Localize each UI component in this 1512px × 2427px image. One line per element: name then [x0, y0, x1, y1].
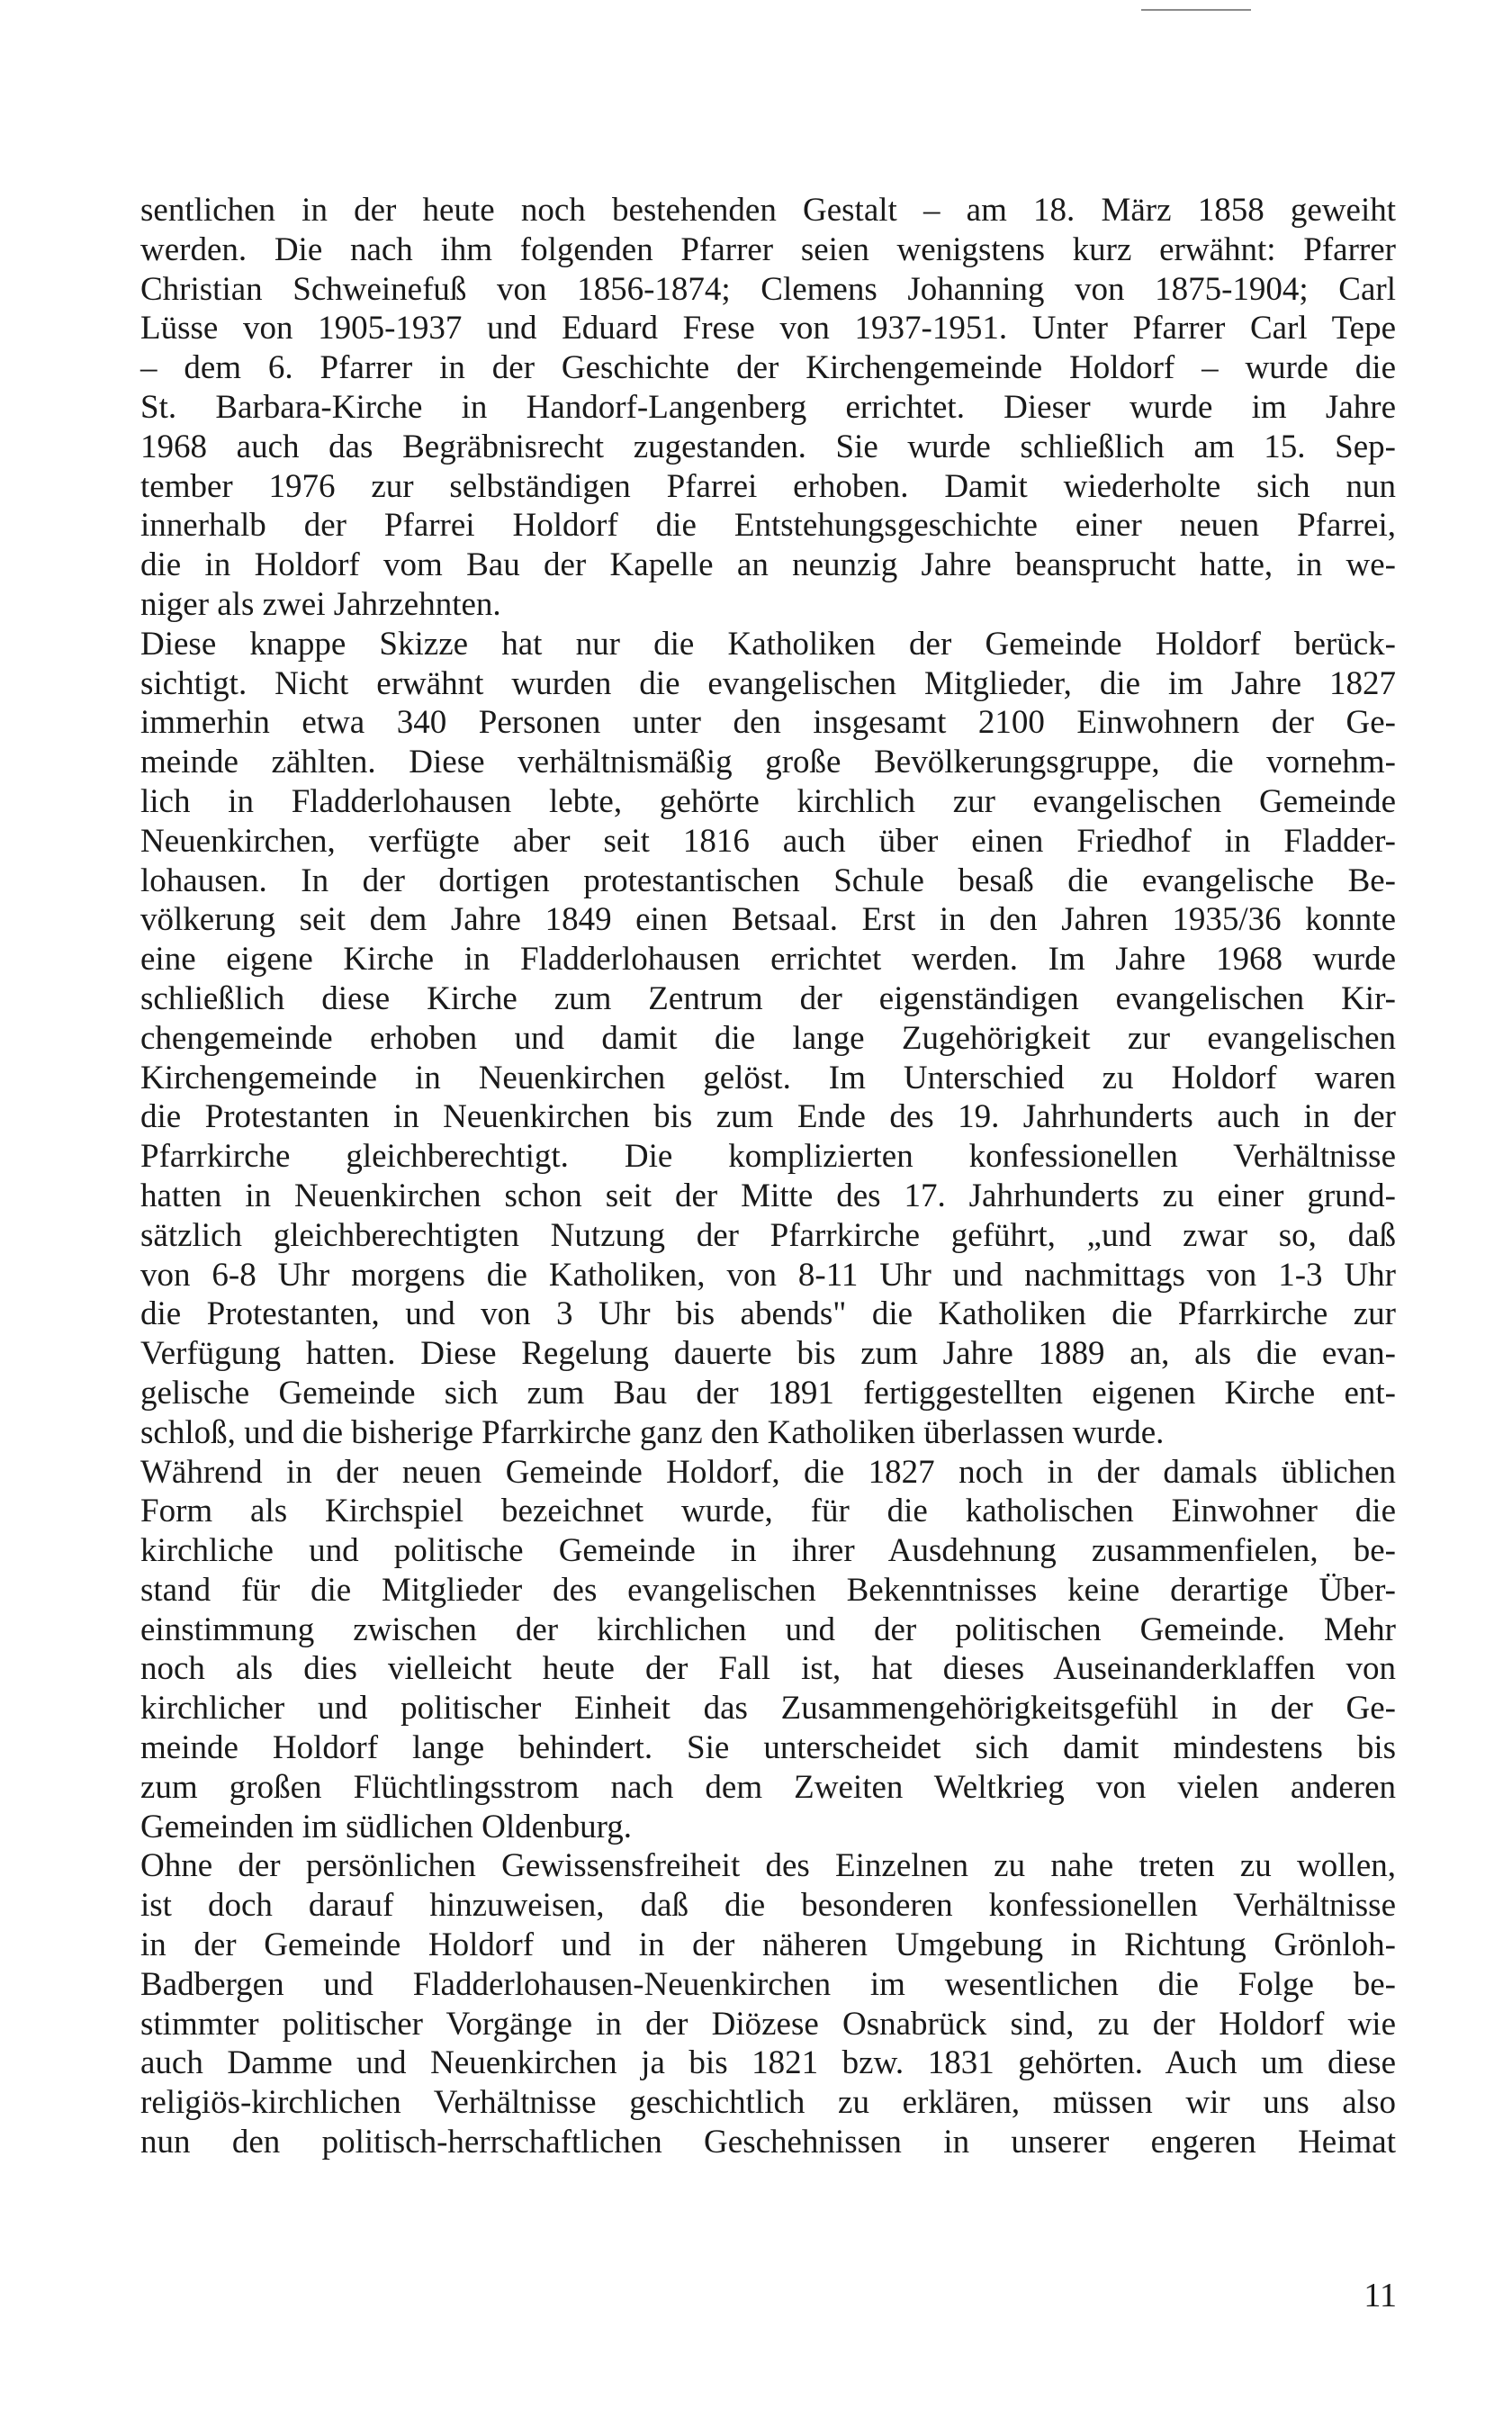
text-line: sentlichen in der heute noch bestehenden Gestalt – am 18. März 1858 geweiht [140, 192, 1396, 229]
text-line: einstimmung zwischen der kirchlichen und der politischen Gemeinde. Mehr [140, 1610, 1396, 1648]
text-line: meinde zählten. Diese verhältnismäßig große Bevölkerungsgruppe, die vornehm- [140, 744, 1396, 781]
text-line: Gemeinden im südlichen Oldenburg. [140, 1808, 632, 1845]
text-line: noch als dies vielleicht heute der Fall ist, hat dieses Auseinanderklaffen von [140, 1650, 1396, 1688]
text-line: Form als Kirchspiel bezeichnet wurde, für die katholischen Einwohner die [140, 1493, 1396, 1530]
text-line: in der Gemeinde Holdorf und in der näheren Umgebung in Richtung Grönloh- [140, 1926, 1396, 1964]
text-line: chengemeinde erhoben und damit die lange Zugehörigkeit zur evangelischen [140, 1019, 1396, 1057]
text-line: tember 1976 zur selbständigen Pfarrei erhoben. Damit wiederholte sich nun [140, 467, 1396, 505]
text-line: schloß, und die bisherige Pfarrkirche ganz den Katholiken überlassen wurde. [140, 1413, 1165, 1451]
text-line: Kirchengemeinde in Neuenkirchen gelöst. Im Unterschied zu Holdorf waren [140, 1059, 1396, 1096]
text-line: die Protestanten, und von 3 Uhr bis abends" die Katholiken die Pfarrkirche zur [140, 1295, 1396, 1333]
text-line: sichtigt. Nicht erwähnt wurden die evangelischen Mitglieder, die im Jahre 1827 [140, 664, 1396, 702]
text-line: immerhin etwa 340 Personen unter den insgesamt 2100 Einwohnern der Ge- [140, 704, 1396, 742]
text-line: von 6-8 Uhr morgens die Katholiken, von 8-11 Uhr und nachmittags von 1-3 Uhr [140, 1256, 1396, 1294]
text-line: auch Damme und Neuenkirchen ja bis 1821 bzw. 1831 gehörten. Auch um diese [140, 2044, 1396, 2082]
text-line: Neuenkirchen, verfügte aber seit 1816 auch über einen Friedhof in Fladder- [140, 822, 1396, 860]
text-line: eine eigene Kirche in Fladderlohausen errichtet werden. Im Jahre 1968 wurde [140, 941, 1396, 979]
body-text [140, 191, 1396, 2162]
text-line: die Protestanten in Neuenkirchen bis zum Ende des 19. Jahrhunderts auch in der [140, 1098, 1396, 1136]
text-line: gelische Gemeinde sich zum Bau der 1891 fertiggestellten eigenen Kirche ent- [140, 1374, 1396, 1412]
text-line: völkerung seit dem Jahre 1849 einen Betsaal. Erst in den Jahren 1935/36 konnte [140, 901, 1396, 939]
text-line: meinde Holdorf lange behindert. Sie unterscheidet sich damit mindestens bis [140, 1729, 1396, 1767]
text-line: Ohne der persönlichen Gewissensfreiheit des Einzelnen zu nahe treten zu wollen, [140, 1847, 1396, 1885]
text-line: St. Barbara-Kirche in Handorf-Langenberg errichtet. Dieser wurde im Jahre [140, 388, 1396, 426]
text-line: – dem 6. Pfarrer in der Geschichte der Kirchengemeinde Holdorf – wurde die [140, 349, 1396, 387]
text-line: werden. Die nach ihm folgenden Pfarrer seien wenigstens kurz erwähnt: Pfarrer [140, 230, 1396, 268]
text-line: kirchliche und politische Gemeinde in ihrer Ausdehnung zusammenfielen, be- [140, 1532, 1396, 1570]
text-line: Während in der neuen Gemeinde Holdorf, die 1827 noch in der damals üblichen [140, 1453, 1396, 1491]
text-line: kirchlicher und politischer Einheit das Zusammengehörigkeitsgefühl in der Ge- [140, 1690, 1396, 1728]
text-line: Verfügung hatten. Diese Regelung dauerte bis zum Jahre 1889 an, als die evan- [140, 1335, 1396, 1373]
text-line: lich in Fladderlohausen lebte, gehörte kirchlich zur evangelischen Gemeinde [140, 782, 1396, 820]
page-number: 11 [1364, 2277, 1397, 2314]
text-line: sätzlich gleichberechtigten Nutzung der Pfarrkirche geführt, „und zwar so, daß [140, 1216, 1396, 1254]
text-line: lohausen. In der dortigen protestantischen Schule besaß die evangelische Be- [140, 862, 1396, 899]
text-line: stimmter politischer Vorgänge in der Diözese Osnabrück sind, zu der Holdorf wie [140, 2005, 1396, 2043]
text-line: innerhalb der Pfarrei Holdorf die Entstehungsgeschichte einer neuen Pfarrei, [140, 507, 1396, 545]
text-line: Badbergen und Fladderlohausen-Neuenkirchen im wesentlichen die Folge be- [140, 1965, 1396, 2003]
text-line: die in Holdorf vom Bau der Kapelle an neunzig Jahre beansprucht hatte, in we- [140, 546, 1396, 584]
text-line: niger als zwei Jahrzehnten. [140, 585, 501, 623]
text-line: Christian Schweinefuß von 1856-1874; Clemens Johanning von 1875-1904; Carl [140, 270, 1396, 308]
text-line: ist doch darauf hinzuweisen, daß die besonderen konfessionellen Verhältnisse [140, 1887, 1396, 1925]
text-line: Pfarrkirche gleichberechtigt. Die komplizierten konfessionellen Verhältnisse [140, 1138, 1396, 1176]
text-line: 1968 auch das Begräbnisrecht zugestanden. Sie wurde schließlich am 15. Sep- [140, 428, 1396, 465]
text-line: nun den politisch-herrschaftlichen Geschehnissen in unserer engeren Heimat [140, 2124, 1396, 2161]
text-line: religiös-kirchlichen Verhältnisse geschichtlich zu erklären, müssen wir uns also [140, 2084, 1396, 2122]
text-line: hatten in Neuenkirchen schon seit der Mitte des 17. Jahrhunderts zu einer grund- [140, 1177, 1396, 1214]
text-line: zum großen Flüchtlingsstrom nach dem Zweiten Weltkrieg von vielen anderen [140, 1768, 1396, 1806]
text-line: Lüsse von 1905-1937 und Eduard Frese von 1937-1951. Unter Pfarrer Carl Tepe [140, 310, 1396, 347]
text-line: schließlich diese Kirche zum Zentrum der eigenständigen evangelischen Kir- [140, 979, 1396, 1017]
text-line: Diese knappe Skizze hat nur die Katholiken der Gemeinde Holdorf berück- [140, 625, 1396, 663]
top-rule [1141, 9, 1251, 11]
text-line: stand für die Mitglieder des evangelischen Bekenntnisses keine derartige Über- [140, 1571, 1396, 1609]
